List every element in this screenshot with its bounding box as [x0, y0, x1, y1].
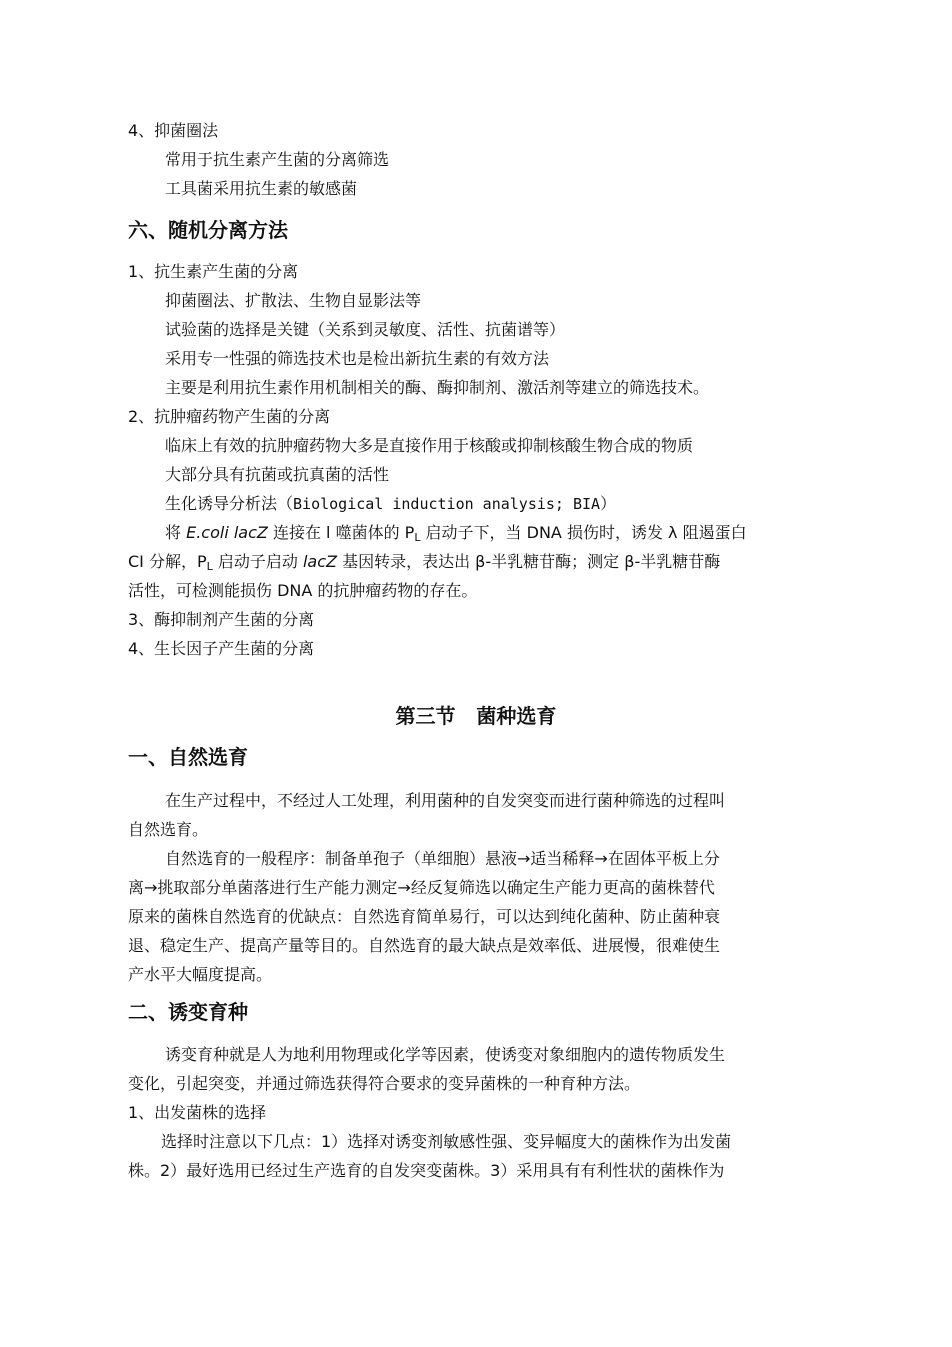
list-item-text [165, 489, 855, 518]
text-run: 基因转录，表达出 β-半乳糖苷酶；测定 β-半乳糖苷酶 [336, 552, 721, 571]
paragraph-line: 自然选育的一般程序：制备单孢子（单细胞）悬液→适当稀释→在固体平板上分 [165, 849, 720, 868]
english-term: Biological induction analysis; BIA [293, 495, 601, 513]
list-item-text: 大部分具有抗菌或抗真菌的活性 [165, 465, 390, 484]
subscript: L [414, 531, 421, 544]
text-run: 将 [165, 523, 187, 542]
text-run: CI 分解，P [128, 552, 207, 571]
section-heading: 二、诱变育种 [128, 1000, 248, 1024]
section-heading: 一、自然选育 [128, 745, 248, 769]
paragraph-line: 株。2）最好选用已经过生产选育的自发突变菌株。3）采用具有有利性状的菌株作为 [128, 1161, 725, 1180]
text-run: 启动子下，当 DNA 损伤时，诱发 λ 阻遏蛋白 [420, 523, 747, 542]
paragraph-line: 退、稳定生产、提高产量等目的。自然选育的最大缺点是效率低、进展慢，很难使生 [128, 936, 721, 955]
text-run: 连接在 l 噬菌体的 P [267, 523, 415, 542]
paragraph-line: 自然选育。 [128, 820, 209, 839]
gene-name: E.coli lacZ [186, 523, 268, 542]
list-item-title: 2、抗肿瘤药物产生菌的分离 [128, 407, 331, 426]
text-run: 启动子启动 [212, 552, 303, 571]
list-item-text: 主要是利用抗生素作用机制相关的酶、酶抑制剂、激活剂等建立的筛选技术。 [165, 378, 710, 397]
gene-name: lacZ [302, 552, 337, 571]
list-item-title: 4、生长因子产生菌的分离 [128, 639, 315, 658]
list-item-text: 采用专一性强的筛选技术也是检出新抗生素的有效方法 [165, 349, 550, 368]
list-item-text: 试验菌的选择是关键（关系到灵敏度、活性、抗菌谱等） [165, 320, 566, 339]
list-item-text: 常用于抗生素产生菌的分离筛选 [165, 150, 390, 169]
list-item-text: 临床上有效的抗肿瘤药物大多是直接作用于核酸或抑制核酸生物合成的物质 [165, 436, 694, 455]
paragraph-line: 产水平大幅度提高。 [128, 965, 273, 984]
list-item-title: 1、抗生素产生菌的分离 [128, 262, 299, 281]
paragraph-line [165, 518, 855, 547]
chapter-title: 第三节 菌种选育 [395, 704, 557, 728]
paragraph-line: 诱变育种就是人为地利用物理或化学等因素，使诱变对象细胞内的遗传物质发生 [165, 1045, 726, 1064]
text-run: ） [600, 494, 617, 513]
section-heading: 六、随机分离方法 [128, 218, 288, 242]
paragraph-line: 离→挑取部分单菌落进行生产能力测定→经反复筛选以确定生产能力更高的菌株替代 [128, 878, 715, 897]
paragraph-line: 选择时注意以下几点：1）选择对诱变剂敏感性强、变异幅度大的菌株作为出发菌 [161, 1132, 732, 1151]
paragraph-line: 在生产过程中，不经过人工处理，利用菌种的自发突变而进行菌种筛选的过程叫 [165, 791, 726, 810]
paragraph-line: 原来的菌株自然选育的优缺点：自然选育简单易行，可以达到纯化菌种、防止菌种衰 [128, 907, 721, 926]
list-item-title: 3、酶抑制剂产生菌的分离 [128, 610, 315, 629]
list-item-title: 4、抑菌圈法 [128, 121, 219, 140]
text-run: 生化诱导分析法（ [165, 494, 294, 513]
subscript: L [206, 560, 213, 573]
paragraph-line: 变化，引起突变，并通过筛选获得符合要求的变异菌株的一种育种方法。 [128, 1074, 641, 1093]
list-item-text: 抑菌圈法、扩散法、生物自显影法等 [165, 291, 422, 310]
list-item-text: 工具菌采用抗生素的敏感菌 [165, 179, 358, 198]
paragraph-line [128, 547, 848, 576]
list-item-title: 1、出发菌株的选择 [128, 1103, 267, 1122]
paragraph-line: 活性，可检测能损伤 DNA 的抗肿瘤药物的存在。 [128, 581, 478, 600]
